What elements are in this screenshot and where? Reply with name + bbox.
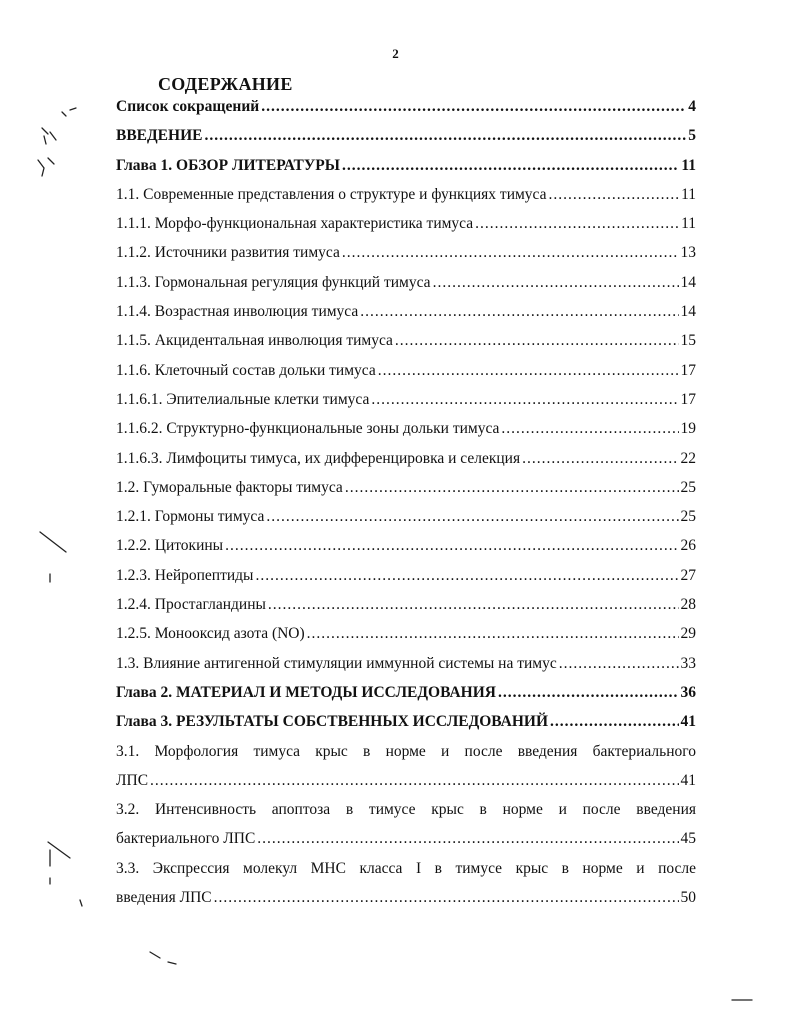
toc-title: СОДЕРЖАНИЕ [158,74,293,94]
scan-mark [80,900,82,906]
toc-entry: 1.1.2. Источники развития тимуса ..... 13 [116,244,696,273]
toc-entry: 1.1.6.3. Лимфоциты тимуса, их дифференцировка и селекция ..... 22 [116,450,696,479]
toc-entry: 1.1.6.1. Эпителиальные клетки тимуса ..... 17 [116,391,696,420]
toc-entry-line1: 3.3. Экспрессия молекул МНС класса I в тимусе крыс в норме и после [116,859,696,877]
toc-entry: 1.2.5. Монооксид азота (NO) ..... 29 [116,625,696,654]
toc-entry-line2: бактериального ЛПС ..... 45 [116,830,696,859]
toc-entry-line1: 3.1. Морфология тимуса крыс в норме и после введения бактериального [116,742,696,760]
scan-mark [150,952,176,964]
toc-entry-line1: 3.2. Интенсивность апоптоза в тимусе крыс в норме и после введения [116,801,696,819]
toc-entry: Глава 3. РЕЗУЛЬТАТЫ СОБСТВЕННЫХ ИССЛЕДОВАНИЙ ..... 41 [116,713,696,742]
toc-entry: 1.1.4. Возрастная инволюция тимуса ..... 14 [116,303,696,332]
toc-entry: 1.1.6.2. Структурно-функциональные зоны дольки тимуса ..... 19 [116,420,696,449]
toc-entry: 1.1. Современные представления о структуре и функциях тимуса ..... 11 [116,186,696,215]
toc-entry: Глава 2. МАТЕРИАЛ И МЕТОДЫ ИССЛЕДОВАНИЯ ..... 36 [116,684,696,713]
scan-mark [40,532,66,552]
toc-entry: 1.3. Влияние антигенной стимуляции иммунной системы на тимус ..... 33 [116,655,696,684]
toc-entry-line2: ЛПС ..... 41 [116,772,696,801]
scan-mark [42,128,56,144]
page-number: 2 [392,46,399,61]
toc-entry: 1.1.3. Гормональная регуляция функций тимуса ..... 14 [116,274,696,303]
toc-entry: 1.1.1. Морфо-функциональная характеристика тимуса ..... 11 [116,215,696,244]
toc-entry: 1.2.1. Гормоны тимуса ..... 25 [116,508,696,537]
toc-entry: Список сокращений ..... 4 [116,98,696,127]
table-of-contents [116,98,696,918]
scan-mark [62,108,76,116]
toc-entry: 1.2. Гуморальные факторы тимуса ..... 25 [116,479,696,508]
toc-entry: 1.2.3. Нейропептиды ..... 27 [116,567,696,596]
toc-entry: ВВЕДЕНИЕ ..... 5 [116,127,696,156]
toc-entry: Глава 1. ОБЗОР ЛИТЕРАТУРЫ ..... 11 [116,157,696,186]
toc-entry: 1.1.5. Акцидентальная инволюция тимуса ..... 15 [116,332,696,361]
toc-entry: 1.2.2. Цитокины ..... 26 [116,537,696,566]
scan-mark [38,158,54,176]
toc-entry: 1.1.6. Клеточный состав дольки тимуса ..... 17 [116,362,696,391]
toc-entry-line2: введения ЛПС ..... 50 [116,889,696,918]
toc-entry: 1.2.4. Простагландины ..... 28 [116,596,696,625]
scan-mark [48,842,70,884]
